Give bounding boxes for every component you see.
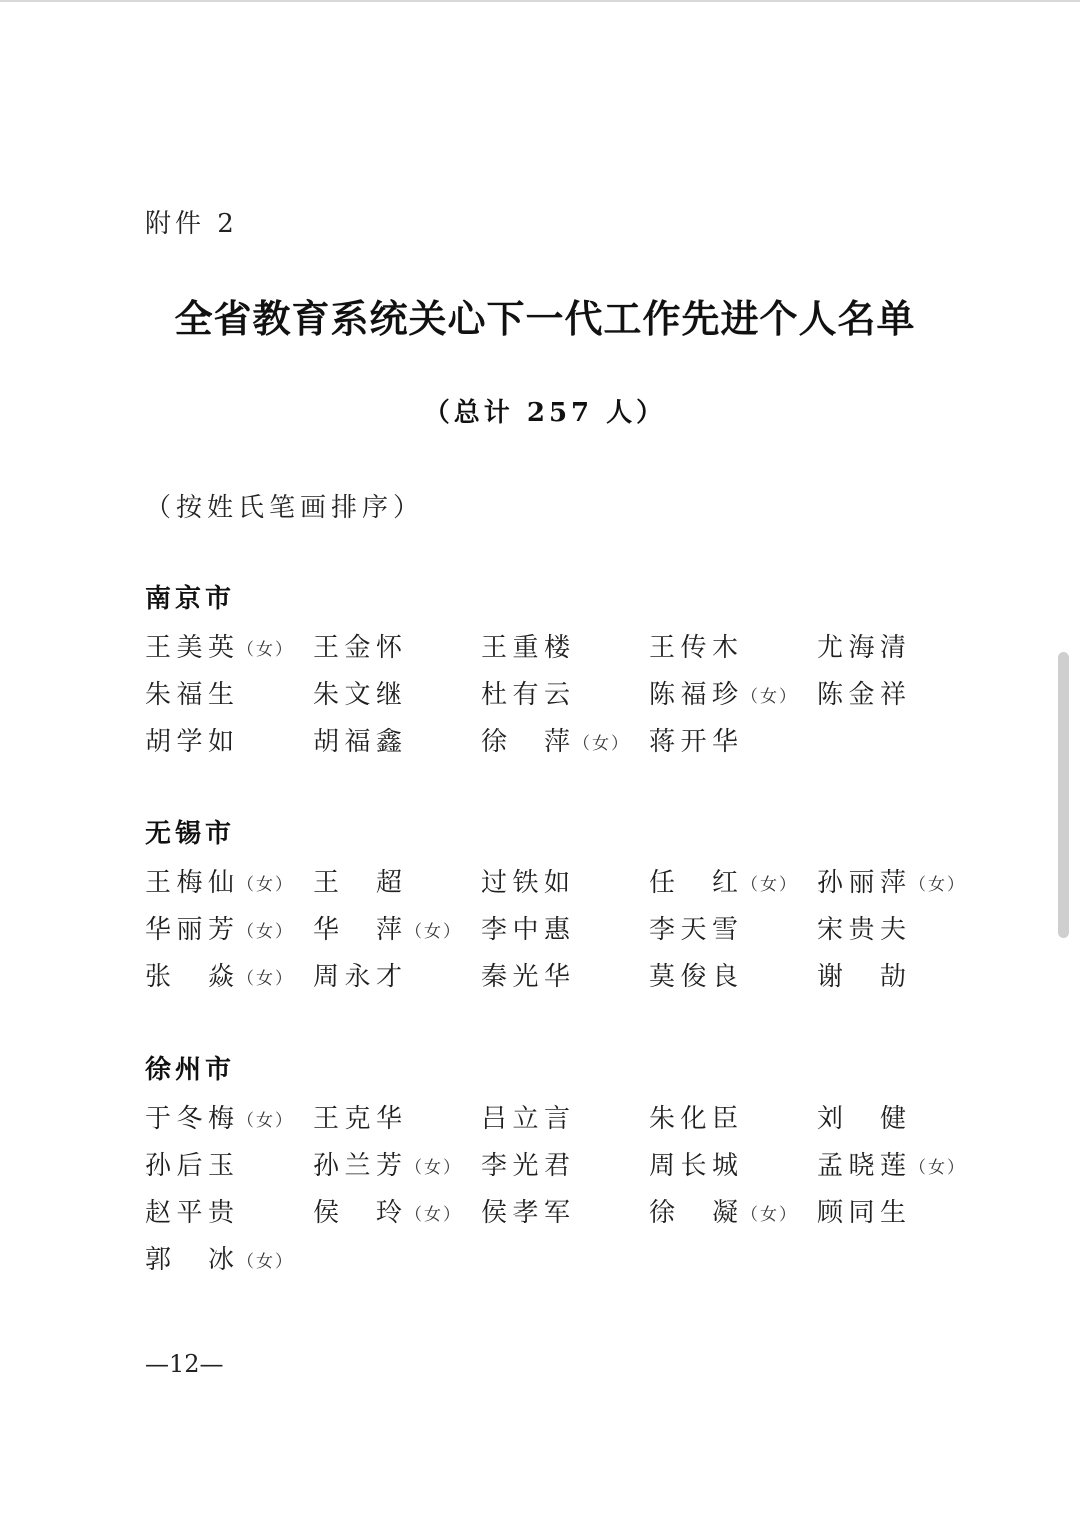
name-grid	[145, 631, 1005, 772]
city-heading: 徐州市	[145, 1055, 236, 1085]
person-name: 莫俊良	[649, 962, 738, 992]
city-heading: 南京市	[145, 584, 236, 614]
top-divider	[0, 0, 1080, 2]
person-entry	[145, 1102, 313, 1149]
female-marker: （女）	[237, 969, 294, 989]
female-marker: （女）	[237, 922, 294, 942]
attachment-label: 附件 2	[145, 209, 238, 239]
person-name: 华丽芳	[145, 915, 234, 945]
person-name: 孟晓莲	[817, 1151, 906, 1181]
person-entry	[649, 960, 817, 1007]
section-xuzhou	[145, 1054, 1005, 1290]
person-entry	[145, 866, 313, 913]
person-name: 尤海清	[817, 633, 906, 663]
person-name: 过铁如	[481, 868, 570, 898]
person-entry	[481, 913, 649, 960]
person-name: 杜有云	[481, 680, 570, 710]
section-nanjing	[145, 583, 1005, 772]
person-name: 王美英	[145, 633, 234, 663]
person-name: 徐萍	[481, 727, 570, 757]
female-marker: （女）	[237, 640, 294, 660]
person-entry	[817, 678, 985, 725]
person-name: 胡福鑫	[313, 727, 402, 757]
person-name: 李天雪	[649, 915, 738, 945]
female-marker: （女）	[909, 1158, 966, 1178]
person-entry	[649, 1196, 817, 1243]
person-entry	[145, 1243, 313, 1290]
person-name: 赵平贵	[145, 1198, 234, 1228]
person-name: 孙后玉	[145, 1151, 234, 1181]
female-marker: （女）	[741, 687, 798, 707]
person-name: 吕立言	[481, 1104, 570, 1134]
person-name: 李光君	[481, 1151, 570, 1181]
female-marker: （女）	[237, 875, 294, 895]
person-name: 顾同生	[817, 1198, 906, 1228]
person-name: 任红	[649, 868, 738, 898]
person-entry	[649, 1149, 817, 1196]
person-entry	[481, 1102, 649, 1149]
person-name: 蒋开华	[649, 727, 738, 757]
person-name: 胡学如	[145, 727, 234, 757]
person-name: 宋贵夫	[817, 915, 906, 945]
person-entry	[481, 1196, 649, 1243]
person-entry	[313, 1196, 481, 1243]
person-entry	[817, 631, 985, 678]
person-entry	[145, 1196, 313, 1243]
female-marker: （女）	[573, 734, 630, 754]
person-entry	[649, 678, 817, 725]
person-entry	[145, 678, 313, 725]
name-grid	[145, 1102, 1005, 1290]
person-name: 朱福生	[145, 680, 234, 710]
total-count: （总计 257 人）	[423, 398, 667, 428]
person-name: 周永才	[313, 962, 402, 992]
page-title: 全省教育系统关心下一代工作先进个人名单	[174, 297, 916, 341]
person-name: 王传木	[649, 633, 738, 663]
female-marker: （女）	[741, 875, 798, 895]
person-name: 孙兰芳	[313, 1151, 402, 1181]
person-name: 刘健	[817, 1104, 906, 1134]
person-entry	[313, 631, 481, 678]
person-name: 李中惠	[481, 915, 570, 945]
vertical-scrollbar[interactable]	[1058, 652, 1069, 938]
person-name: 郭冰	[145, 1245, 234, 1275]
female-marker: （女）	[909, 875, 966, 895]
female-marker: （女）	[237, 1252, 294, 1272]
person-entry	[649, 913, 817, 960]
person-name: 王超	[313, 868, 402, 898]
person-name: 朱文继	[313, 680, 402, 710]
person-name: 王克华	[313, 1104, 402, 1134]
person-entry	[313, 678, 481, 725]
person-entry	[145, 913, 313, 960]
sort-note: （按姓氏笔画排序）	[145, 493, 425, 523]
person-name: 张焱	[145, 962, 234, 992]
person-name: 侯孝军	[481, 1198, 570, 1228]
person-name: 王梅仙	[145, 868, 234, 898]
city-heading: 无锡市	[145, 819, 236, 849]
person-entry	[145, 960, 313, 1007]
person-entry	[817, 913, 985, 960]
person-entry	[649, 725, 817, 772]
person-entry	[145, 1149, 313, 1196]
person-entry	[481, 678, 649, 725]
person-entry	[313, 1102, 481, 1149]
person-entry	[817, 1149, 985, 1196]
person-name: 王金怀	[313, 633, 402, 663]
person-entry	[481, 1149, 649, 1196]
person-entry	[481, 725, 649, 772]
female-marker: （女）	[237, 1111, 294, 1131]
person-entry	[817, 866, 985, 913]
person-entry	[649, 631, 817, 678]
person-name: 陈福珍	[649, 680, 738, 710]
person-name: 孙丽萍	[817, 868, 906, 898]
person-entry	[313, 725, 481, 772]
person-name: 周长城	[649, 1151, 738, 1181]
person-name: 秦光华	[481, 962, 570, 992]
person-entry	[817, 1102, 985, 1149]
person-entry	[313, 960, 481, 1007]
name-grid	[145, 866, 1005, 1007]
person-name: 华萍	[313, 915, 402, 945]
female-marker: （女）	[405, 1158, 462, 1178]
person-name: 徐凝	[649, 1198, 738, 1228]
person-entry	[817, 1196, 985, 1243]
person-name: 陈金祥	[817, 680, 906, 710]
person-entry	[313, 913, 481, 960]
female-marker: （女）	[741, 1205, 798, 1225]
person-entry	[817, 960, 985, 1007]
person-entry	[481, 866, 649, 913]
person-name: 王重楼	[481, 633, 570, 663]
female-marker: （女）	[405, 922, 462, 942]
person-entry	[649, 866, 817, 913]
page-number: —12—	[145, 1350, 224, 1378]
person-entry	[145, 631, 313, 678]
person-name: 谢劼	[817, 962, 906, 992]
person-entry	[481, 960, 649, 1007]
person-name: 于冬梅	[145, 1104, 234, 1134]
section-wuxi	[145, 818, 1005, 1007]
person-entry	[313, 1149, 481, 1196]
person-name: 朱化臣	[649, 1104, 738, 1134]
person-entry	[481, 631, 649, 678]
female-marker: （女）	[405, 1205, 462, 1225]
person-entry	[145, 725, 313, 772]
person-entry	[649, 1102, 817, 1149]
person-entry	[313, 866, 481, 913]
person-name: 侯玲	[313, 1198, 402, 1228]
